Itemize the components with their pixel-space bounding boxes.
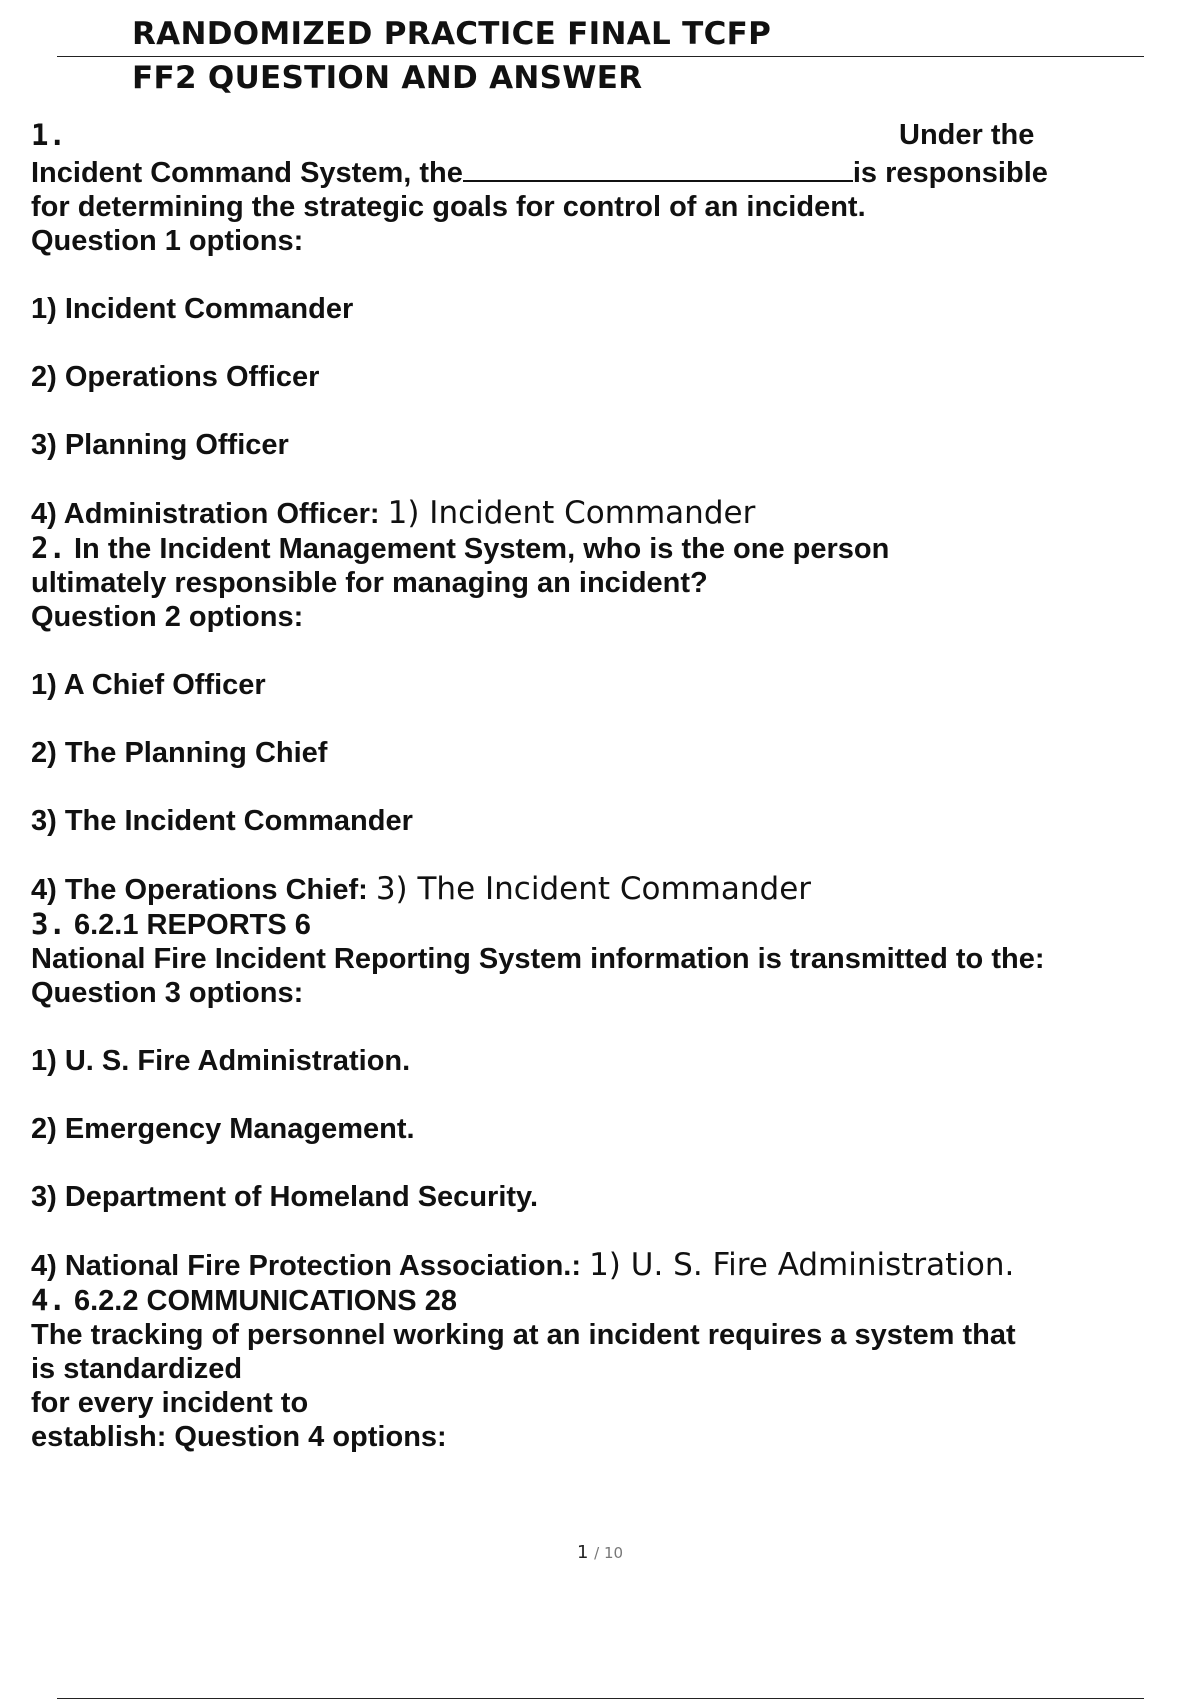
question-text: The tracking of personnel working at an incident requires a system that [31,1319,1016,1351]
question-list [31,118,1171,1454]
question-1 [31,118,1171,531]
answer-text: 1) Incident Commander [387,495,756,531]
header-rule [57,56,1144,57]
question-text: ultimately responsible for managing an incident? [31,567,708,599]
question-text: for every incident to [31,1387,309,1419]
option-item: 2) Emergency Management. [31,1113,415,1145]
options-label: Question 2 options: [31,601,304,633]
question-text: 6.2.2 COMMUNICATIONS 28 [73,1285,457,1317]
question-text: Under the [899,119,1035,151]
document-subtitle: FF2 QUESTION AND ANSWER [132,60,643,96]
option-item: 3) Department of Homeland Security. [31,1181,539,1213]
question-text: Incident Command System, the [31,157,463,189]
question-number: 3. [31,907,66,941]
page-number [0,1542,1200,1563]
option-item: 1) Incident Commander [31,293,354,325]
option-item: 4) The Operations Chief: [31,874,368,906]
question-text: establish: Question 4 options: [31,1421,447,1453]
footer-rule [57,1698,1144,1699]
question-text: 6.2.1 REPORTS 6 [73,909,311,941]
option-item: 1) A Chief Officer [31,669,266,701]
question-text: National Fire Incident Reporting System information is transmitted to the: [31,943,1045,975]
question-4 [31,1283,1171,1454]
question-text: is responsible [852,157,1048,189]
question-text: In the Incident Management System, who is the one person [73,533,890,565]
question-number: 2. [31,531,66,565]
page-current: 1 [576,1542,589,1563]
fill-in-blank [463,152,853,182]
option-item: 1) U. S. Fire Administration. [31,1045,411,1077]
question-text: for determining the strategic goals for control of an incident. [31,191,866,223]
option-item: 3) The Incident Commander [31,805,413,837]
question-3 [31,907,1171,1283]
options-label: Question 3 options: [31,977,304,1009]
question-number: 1. [31,118,66,152]
question-text: is standardized [31,1353,243,1385]
option-item: 2) Operations Officer [31,361,320,393]
option-item: 4) Administration Officer: [31,498,380,530]
page-total: / 10 [594,1544,624,1562]
answer-text: 1) U. S. Fire Administration. [589,1247,1015,1283]
answer-text: 3) The Incident Commander [375,871,812,907]
question-2 [31,531,1171,907]
question-number: 4. [31,1283,66,1317]
options-label: Question 1 options: [31,225,304,257]
option-item: 2) The Planning Chief [31,737,328,769]
option-item: 4) National Fire Protection Association.: [31,1250,582,1282]
option-item: 3) Planning Officer [31,429,289,461]
document-title: RANDOMIZED PRACTICE FINAL TCFP [132,16,772,52]
